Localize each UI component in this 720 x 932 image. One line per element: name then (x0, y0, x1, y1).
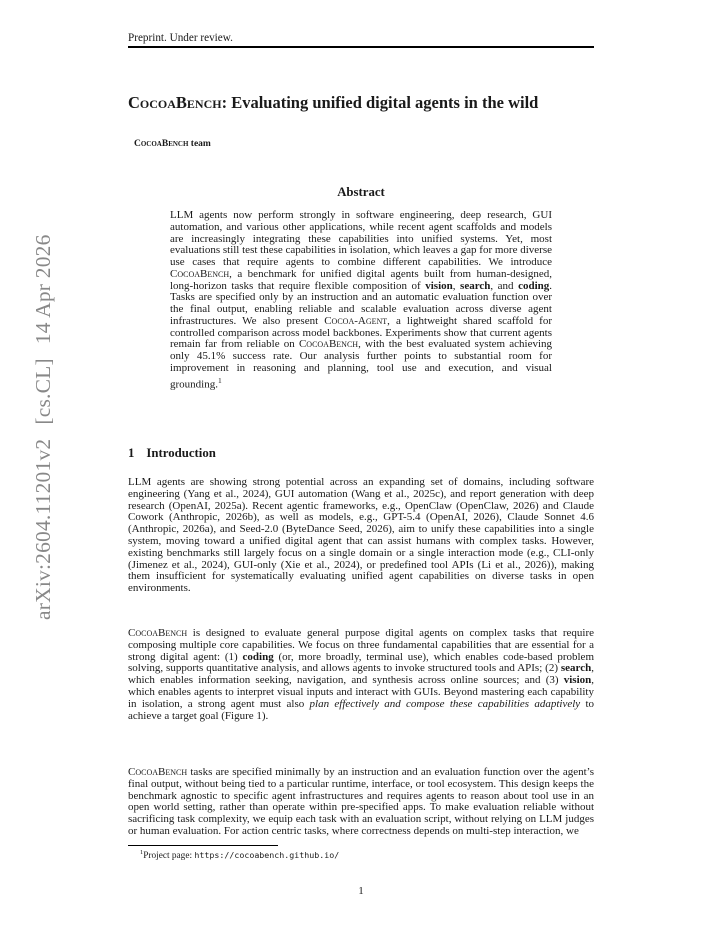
footnote-rule (128, 845, 278, 846)
abstract-text: LLM agents now perform strongly in software engineering, deep research, GUI automation, and various other applications, while recent agent scaffolds and models are increasingly integrating these capabilities into unified systems. Yet, most evaluations still test these capabilities in isolation, which leaves a gap for more diverse use cases that require agents to combine different capabilities. We introduce (170, 209, 552, 268)
abstract-text: . Tasks are specified only by an instruction and an automatic evaluation function over the final output, enabling reliable and scalable evaluation across diverse agent infrastructures. We also present (170, 279, 553, 327)
arxiv-date: 14 Apr 2026 (31, 234, 55, 345)
abstract-text: , with the best evaluated system achieving only 45.1% success rate. Our analysis further points to substantial room for improvement in reasoning and planning, tool use and execution, and visual grounding. (170, 338, 553, 391)
title-text: : Evaluating unified digital agents in the wild (221, 93, 539, 112)
author-team-name: CocoaBench (134, 139, 189, 149)
arxiv-category: [cs.CL] (31, 358, 55, 425)
footnote-number: 1 (140, 849, 144, 856)
author-line (134, 139, 211, 149)
abstract-keyword-vision: vision (425, 279, 453, 292)
intro-paragraph-1: LLM agents are showing strong potential across an expanding set of domains, including software engineering (Yang et al., 2024), GUI automation (Wang et al., 2025c), and report generation with deep research (OpenAI, 2025a). Recent agentic frameworks, e.g., OpenClaw (OpenClaw, 2026) and Claude Cowork (Anthropic, 2026b), as well as models, e.g., GPT-5.4 (OpenAI, 2026), Claude Sonnet 4.6 (Anthropic, 2026a), and Seed-2.0 (ByteDance Seed, 2026), aim to unify these capabilities into a single system, moving toward a unified digital agent that can assist humans with complex tasks. However, existing benchmarks still largely focus on a single domain or a single interaction mode (e.g., CLI-only (Jimenez et al., 2024), GUI-only (Xie et al., 2024), or predefined tool APIs (Li et al., 2026)), making them insufficient for systematically evaluating unified agent capabilities on diverse tasks in open environments. (128, 476, 594, 595)
running-header: Preprint. Under review. (128, 32, 233, 44)
abstract-heading: Abstract (337, 185, 385, 199)
page-number: 1 (358, 885, 364, 897)
author-suffix: team (188, 139, 211, 149)
header-rule (128, 46, 594, 48)
abstract-body (170, 210, 552, 391)
footnote-marker[interactable]: 1 (217, 375, 222, 385)
paper-title (128, 93, 538, 113)
abstract-text: , a benchmark for unified digital agents built from human-designed, long-horizon tasks that require flexible composition of (170, 267, 552, 292)
paragraph-text: (or, more broadly, terminal use), which enables code-based problem solving, supports quantitative analysis, and allows agents to invoke structured tools and APIs; (2) (128, 650, 594, 675)
section-title: Introduction (146, 446, 216, 460)
abstract-keyword-coding: coding (518, 279, 550, 292)
keyword-vision: vision (563, 674, 592, 687)
keyword-search: search (560, 662, 592, 675)
benchmark-name: CocoaBench (128, 627, 188, 639)
paragraph-text: to achieve a target goal (Figure 1). (128, 697, 595, 722)
section-heading-introduction (128, 446, 216, 461)
paragraph-text: is designed to evaluate general purpose digital agents on complex tasks that require composing multiple core capabilities. We focus on three fundamental capabilities that are essential for a strong digital agent: (1) (128, 627, 594, 663)
abstract-agent-name: Cocoa-Agent (324, 314, 388, 327)
footnote-label: Project page: (143, 851, 195, 862)
section-number: 1 (128, 446, 135, 460)
intro-paragraph-3 (128, 767, 594, 838)
paragraph-text: , which enables agents to interpret visual inputs and interact with GUIs. Beyond mastering each capability in isolation, a strong agent must also (128, 674, 594, 710)
project-page-link[interactable]: https://cocoabench.github.io/ (194, 850, 340, 861)
benchmark-name: CocoaBench (128, 766, 188, 778)
paragraph-text: , which enables information seeking, navigation, and synthesis across online sources; and (3) (128, 662, 594, 687)
emphasis-text: plan effectively and compose these capabilities adaptively (309, 697, 581, 710)
arxiv-id[interactable]: arXiv:2604.11201v2 (31, 438, 55, 620)
abstract-benchmark-name: CocoaBench (170, 267, 230, 280)
footnote (140, 849, 339, 861)
arxiv-identifier-stamp (31, 234, 61, 620)
keyword-coding: coding (242, 650, 274, 663)
intro-paragraph-2 (128, 628, 594, 722)
abstract-text: , a lightweight shared scaffold for controlled comparison across model backbones. Experiments show that current agents remain far from reliable on (170, 314, 552, 351)
paragraph-text: tasks are specified minimally by an instruction and an evaluation function over the agent’s final output, without being tied to a particular runtime, interface, or tool ecosystem. This design keeps the benchmark agnostic to specific agent infrastructures and requires agents to reason about tool use in an open world setting, rather than operate within pre-specified apps. To make evaluation reliable without sacrificing task complexity, we equip each task with an evaluation script, without relying on LLM judges or human evaluation. For action centric tasks, where correctness depends on multi-step interaction, we (128, 766, 594, 837)
abstract-text: , and (490, 279, 519, 292)
abstract-benchmark-name: CocoaBench (298, 338, 359, 351)
title-benchmark-name: CocoaBench (128, 93, 222, 112)
abstract-text: , (452, 279, 461, 292)
abstract-keyword-search: search (460, 279, 491, 292)
